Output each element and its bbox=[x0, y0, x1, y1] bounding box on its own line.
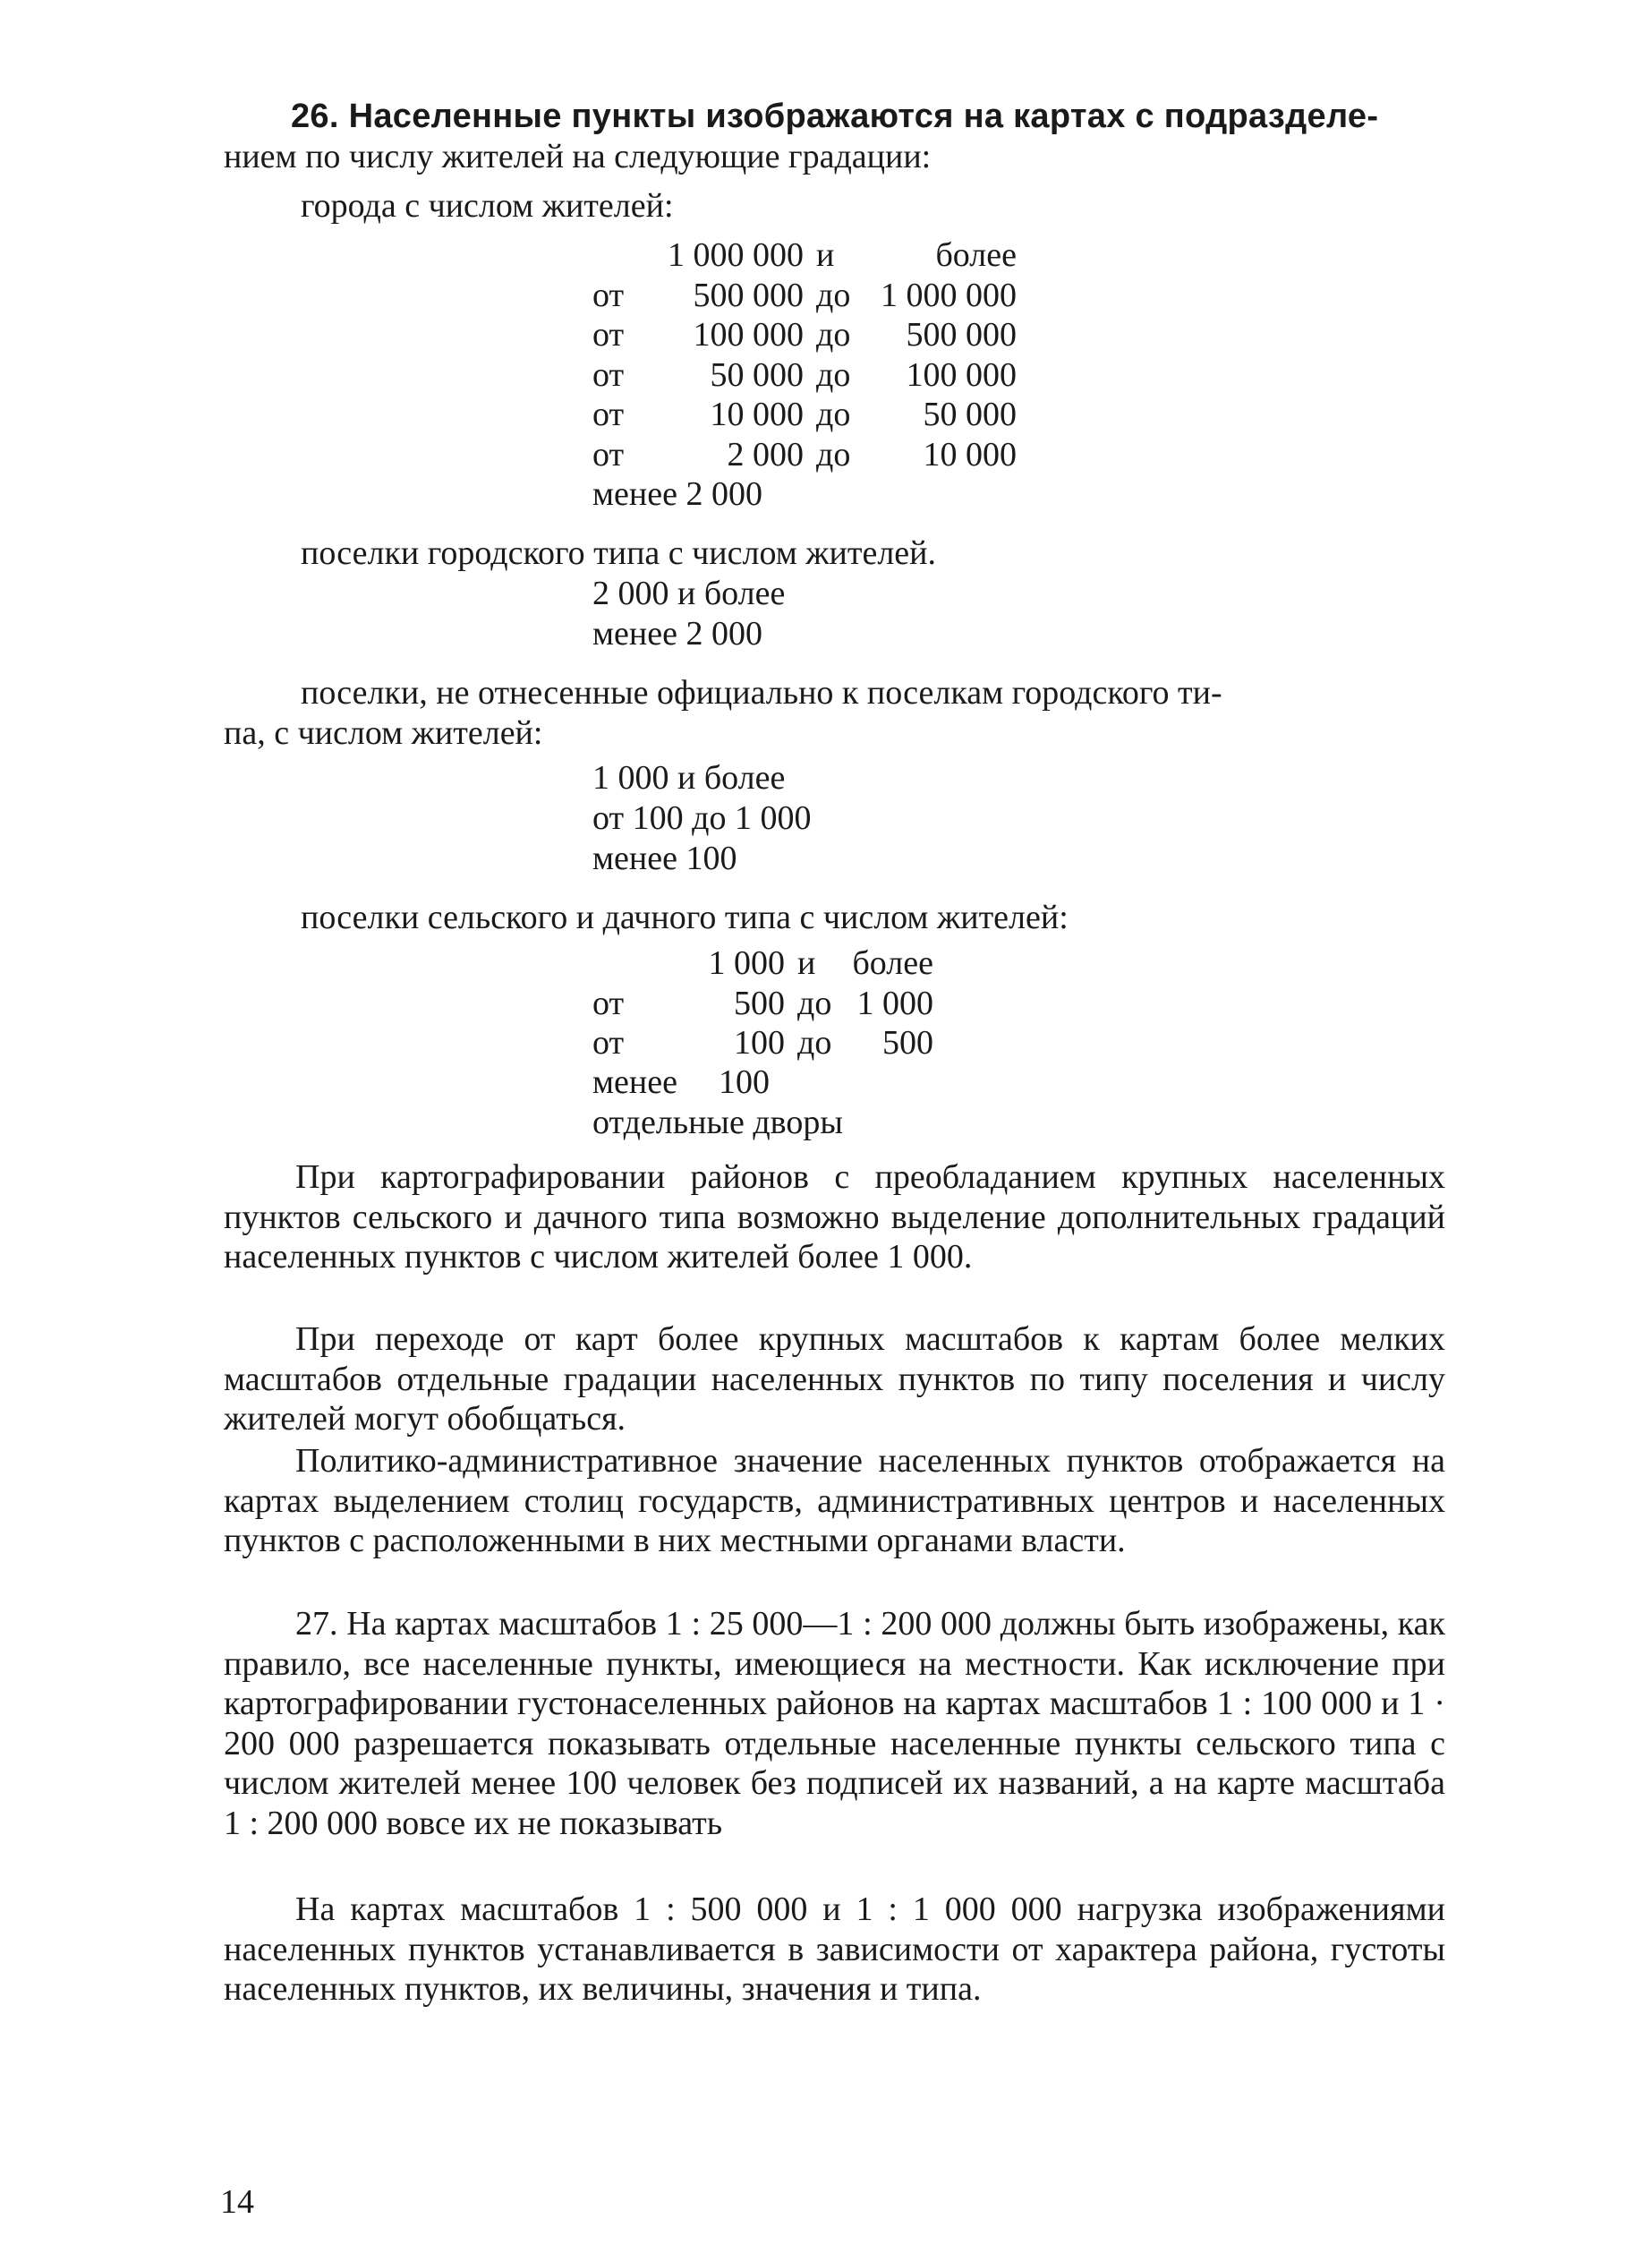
city-gradation-cell: 500 000 bbox=[693, 276, 804, 314]
cities-last: менее 2 000 bbox=[592, 475, 762, 513]
other-settlements-line-1: 1 000 и более bbox=[592, 759, 786, 797]
city-gradation-cell: 100 000 bbox=[906, 355, 1017, 394]
paragraph-administrative: Политико-административное значение населенных пунктов отображается на картах выделением столиц государств, административных центров и населенных пунктов с расположенными в них местными органами власти. bbox=[224, 1442, 1445, 1559]
city-gradation-cell: до bbox=[816, 355, 851, 394]
city-gradation-cell: от bbox=[592, 396, 625, 433]
section-26-lead: 26. Населенные пункты изображаются на картах с подразделе- bbox=[291, 98, 1379, 135]
city-gradation-cell: 10 000 bbox=[710, 396, 804, 433]
rural-gradation-cell: до bbox=[797, 984, 832, 1022]
city-gradation-cell: до bbox=[816, 276, 851, 314]
paragraph-large-rural: При картографировании районов с преобладанием крупных населенных пунктов сельского и дачного типа возможно выделение дополнительных градаций населенных пунктов с числом жителей более 1 000. bbox=[224, 1158, 1445, 1276]
city-gradation-cell: от bbox=[592, 316, 625, 354]
rural-less-value: 100 bbox=[718, 1063, 770, 1101]
city-gradation-cell: 500 000 bbox=[906, 316, 1017, 354]
rural-gradation-cell: от bbox=[592, 1024, 625, 1062]
city-gradation-cell: от bbox=[592, 435, 625, 474]
city-gradation-row bbox=[592, 315, 1017, 355]
city-gradation-cell bbox=[592, 235, 642, 276]
city-gradation-row bbox=[592, 276, 1017, 316]
city-gradation-cell: до bbox=[816, 396, 851, 433]
rural-less-label: менее bbox=[592, 1063, 677, 1101]
rural-gradation-row bbox=[592, 943, 933, 984]
city-gradation-cell: до bbox=[816, 316, 851, 354]
city-gradation-cell: от bbox=[592, 355, 625, 394]
cities-header: города с числом жителей: bbox=[301, 187, 674, 225]
city-gradation-row bbox=[592, 435, 1017, 475]
rural-gradation-row bbox=[592, 984, 933, 1024]
other-settlements-header-2: па, с числом жителей: bbox=[224, 714, 543, 752]
rural-gradation-cell: 500 bbox=[734, 984, 785, 1022]
other-settlements-header-1: поселки, не отнесенные официально к поселкам городского ти- bbox=[301, 674, 1222, 712]
section-27-text: На картах масштабов 1 : 25 000—1 : 200 000 должны быть изображены, как правило, все населенные пункты, имеющиеся на местности. Как исключение при картографировании густонаселенных районов на картах масштабов 1 : 100 000 и 1 · 200 000 разрешается показывать отдельные населенные пункты сельского типа с числом жителей менее 100 человек без подписей их названий, а на карте масштаба 1 : 200 000 вовсе их не показывать bbox=[224, 1605, 1446, 1842]
city-gradation-cell: 10 000 bbox=[923, 435, 1017, 474]
rural-gradation-cell: 100 bbox=[734, 1024, 785, 1062]
city-gradation-cell: более bbox=[935, 236, 1017, 274]
rural-gradation-cell: и bbox=[797, 944, 816, 982]
paragraph-small-scale: На картах масштабов 1 : 500 000 и 1 : 1 000 000 нагрузка изображениями населенных пунктов устанавливается в зависимости от характера района, густоты населенных пунктов, их величины, значения и типа. bbox=[224, 1890, 1445, 2008]
rural-gradation-row bbox=[592, 1023, 933, 1063]
page-number: 14 bbox=[220, 2183, 254, 2221]
city-gradation-cell: 1 000 000 bbox=[668, 236, 804, 274]
cities-gradations-table bbox=[592, 235, 1017, 474]
rural-gradation-cell: более bbox=[852, 944, 933, 982]
city-gradation-row bbox=[592, 235, 1017, 276]
urban-settlements-header: поселки городского типа с числом жителей. bbox=[301, 534, 936, 572]
city-gradation-cell: 1 000 000 bbox=[881, 276, 1017, 314]
city-gradation-cell: 50 000 bbox=[710, 355, 804, 394]
section-26-lead-rest: нием по числу жителей на следующие градации: bbox=[224, 138, 932, 175]
city-gradation-row bbox=[592, 395, 1017, 435]
rural-gradation-cell: 1 000 bbox=[856, 984, 933, 1022]
other-settlements-line-2: от 100 до 1 000 bbox=[592, 799, 812, 837]
rural-header: поселки сельского и дачного типа с числом жителей: bbox=[301, 899, 1069, 936]
section-27 bbox=[224, 1604, 1445, 1843]
other-settlements-line-3: менее 100 bbox=[592, 840, 737, 877]
urban-settlements-line-1: 2 000 и более bbox=[592, 575, 786, 612]
rural-gradations-table bbox=[592, 943, 933, 1063]
rural-gradation-cell: 1 000 bbox=[708, 944, 785, 982]
urban-settlements-line-2: менее 2 000 bbox=[592, 615, 762, 653]
rural-gradation-cell bbox=[592, 943, 677, 984]
rural-less-row bbox=[592, 1062, 770, 1103]
city-gradation-row bbox=[592, 355, 1017, 396]
city-gradation-cell: 2 000 bbox=[727, 435, 804, 474]
rural-gradation-cell: от bbox=[592, 984, 625, 1022]
rural-gradation-cell: 500 bbox=[882, 1024, 933, 1062]
rural-gradation-cell: до bbox=[797, 1024, 832, 1062]
paragraph-generalization: При переходе от карт более крупных масштабов к картам более мелких масштабов отдельные градации населенных пунктов по типу поселения и числу жителей могут обобщаться. bbox=[224, 1320, 1445, 1438]
city-gradation-cell: 100 000 bbox=[693, 316, 804, 354]
city-gradation-cell: и bbox=[816, 236, 835, 274]
city-gradation-cell: 50 000 bbox=[923, 396, 1017, 433]
rural-last: отдельные дворы bbox=[592, 1104, 843, 1141]
city-gradation-cell: от bbox=[592, 276, 625, 314]
city-gradation-cell: до bbox=[816, 435, 851, 474]
section-27-number: 27. bbox=[295, 1605, 338, 1643]
